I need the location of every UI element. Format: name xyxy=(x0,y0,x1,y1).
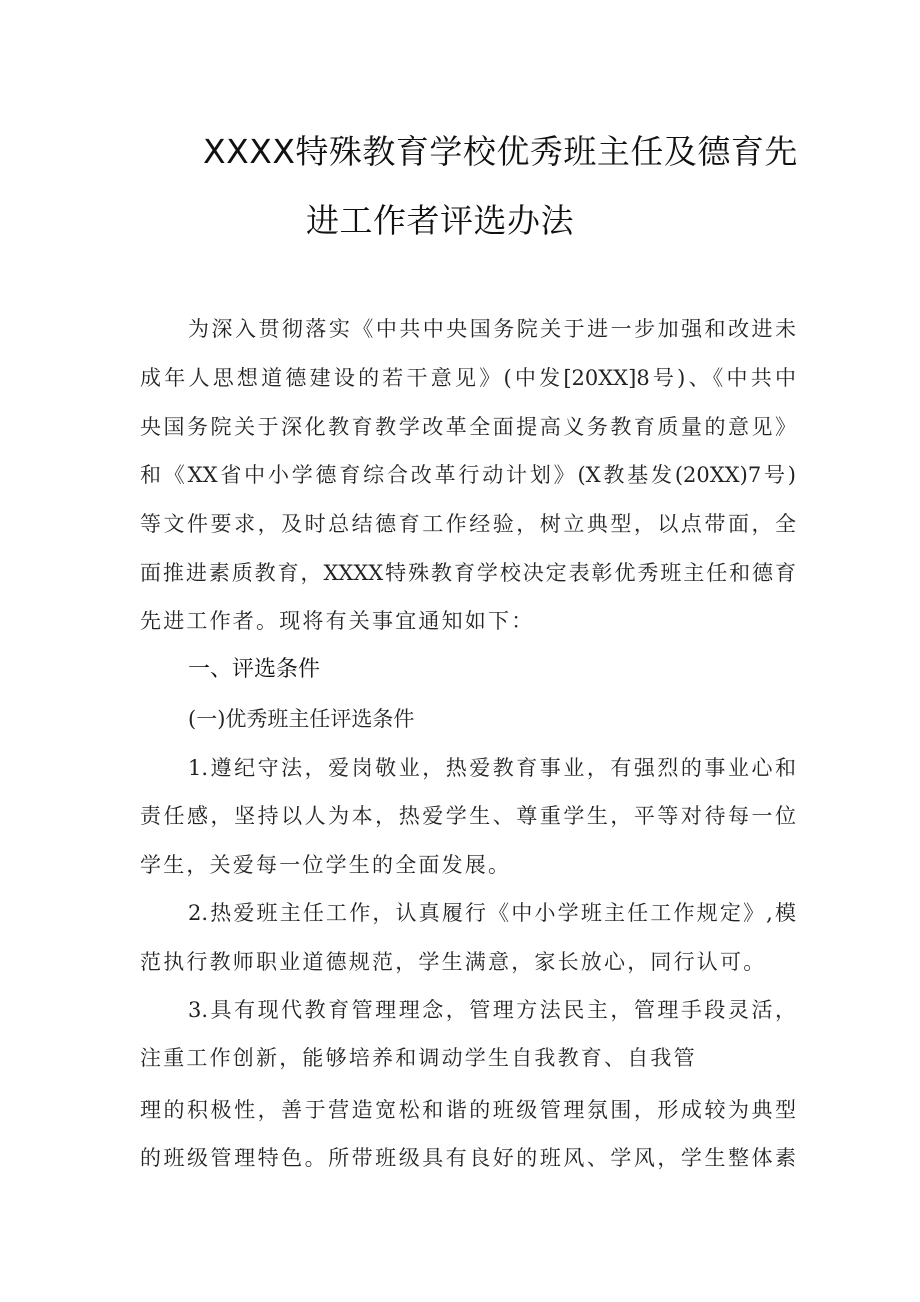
item-3-line: 的班级管理特色。所带班级具有良好的班风、学风，学生整体素 xyxy=(140,1146,796,1170)
item-2-line: 2.热爱班主任工作，认真履行《中小学班主任工作规定》,模 xyxy=(188,901,796,925)
document-title-line-2: 进工作者评选办法 xyxy=(306,201,574,240)
document-title-line-1: XXXX特殊教育学校优秀班主任及德育先 xyxy=(203,132,798,171)
item-1-line: 学生，关爱每一位学生的全面发展。 xyxy=(140,853,512,877)
intro-line: 面推进素质教育，XXXX特殊教育学校决定表彰优秀班主任和德育 xyxy=(140,561,796,585)
item-3-line: 注重工作创新，能够培养和调动学生自我教育、自我管 xyxy=(140,1046,697,1070)
intro-line: 和《XX省中小学德育综合改革行动计划》(X教基发(20XX)7号) xyxy=(140,463,796,487)
item-1-line: 责任感，坚持以人为本，热爱学生、尊重学生，平等对待每一位 xyxy=(140,804,796,828)
intro-line: 等文件要求，及时总结德育工作经验，树立典型，以点带面，全 xyxy=(140,512,796,536)
intro-line: 为深入贯彻落实《中共中央国务院关于进一步加强和改进未 xyxy=(188,317,796,341)
intro-line: 央国务院关于深化教育教学改革全面提高义务教育质量的意见》 xyxy=(140,415,796,439)
section-heading-evaluation-criteria: 一、评选条件 xyxy=(188,657,321,682)
item-3-line: 理的积极性，善于营造宽松和谐的班级管理氛围，形成较为典型 xyxy=(140,1098,796,1122)
intro-line: 先进工作者。现将有关事宜通知如下： xyxy=(140,609,535,633)
item-3-line: 3.具有现代教育管理理念，管理方法民主，管理手段灵活， xyxy=(188,998,796,1022)
item-2-line: 范执行教师职业道德规范，学生满意，家长放心，同行认可。 xyxy=(140,950,767,974)
item-1-line: 1.遵纪守法，爱岗敬业，热爱教育事业，有强烈的事业心和 xyxy=(188,756,796,780)
subsection-heading-excellent-head-teacher: (一)优秀班主任评选条件 xyxy=(188,707,415,731)
intro-line: 成年人思想道德建设的若干意见》(中发[20XX]8号)、《中共中 xyxy=(140,366,796,390)
